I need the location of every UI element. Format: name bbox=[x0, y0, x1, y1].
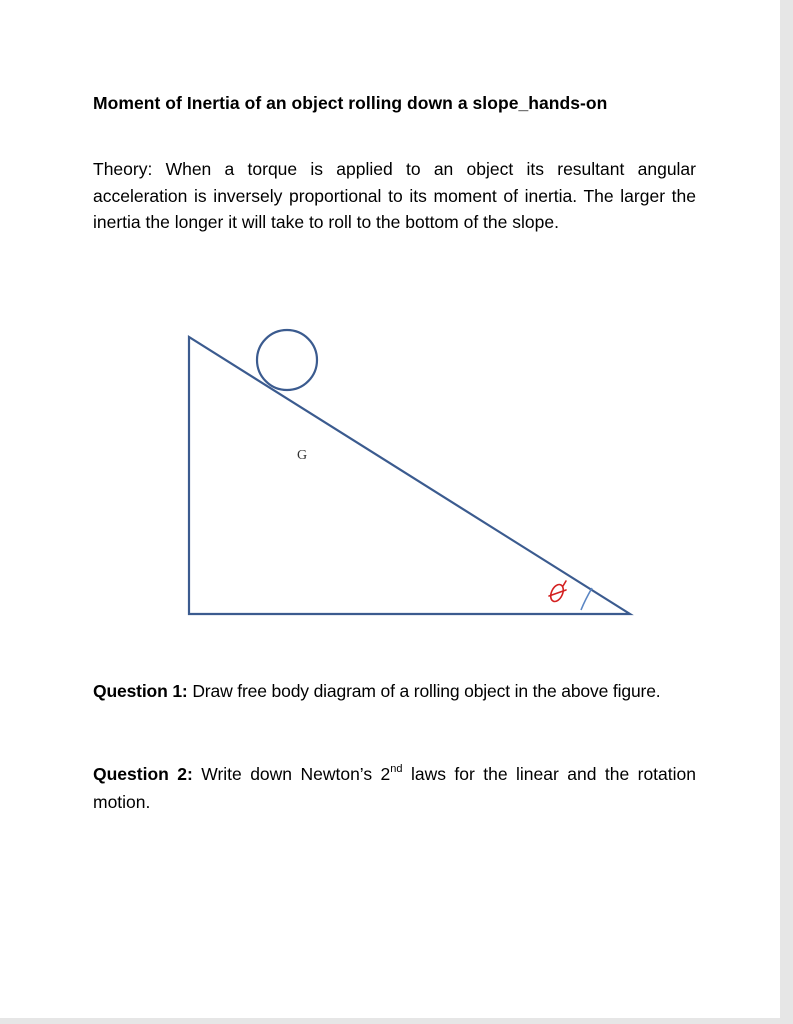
question-2-superscript: nd bbox=[390, 763, 403, 776]
theta-angle-label bbox=[548, 581, 566, 603]
question-1-label: Question 1: bbox=[93, 681, 188, 701]
page-title: Moment of Inertia of an object rolling down a slope_hands-on bbox=[93, 93, 608, 113]
center-of-mass-label: G bbox=[297, 448, 308, 463]
question-1-text: Draw free body diagram of a rolling object in the above figure. bbox=[187, 681, 661, 701]
theory-paragraph: Theory: When a torque is applied to an object its resultant angular acceleration is inversely proportional to its moment of inertia. The larger the inertia the longer it will take to roll to the bottom of the slope. bbox=[93, 159, 696, 232]
question-1 bbox=[93, 678, 703, 705]
incline-triangle bbox=[189, 337, 630, 614]
question-2-text-after: laws for the linear and the rotation motion. bbox=[93, 764, 696, 812]
rolling-ball bbox=[257, 330, 317, 390]
angle-arc bbox=[581, 588, 592, 610]
question-2-label: Question 2: bbox=[93, 764, 193, 784]
question-2 bbox=[93, 760, 696, 816]
question-2-text-before: Write down Newton’s 2 bbox=[192, 764, 391, 784]
